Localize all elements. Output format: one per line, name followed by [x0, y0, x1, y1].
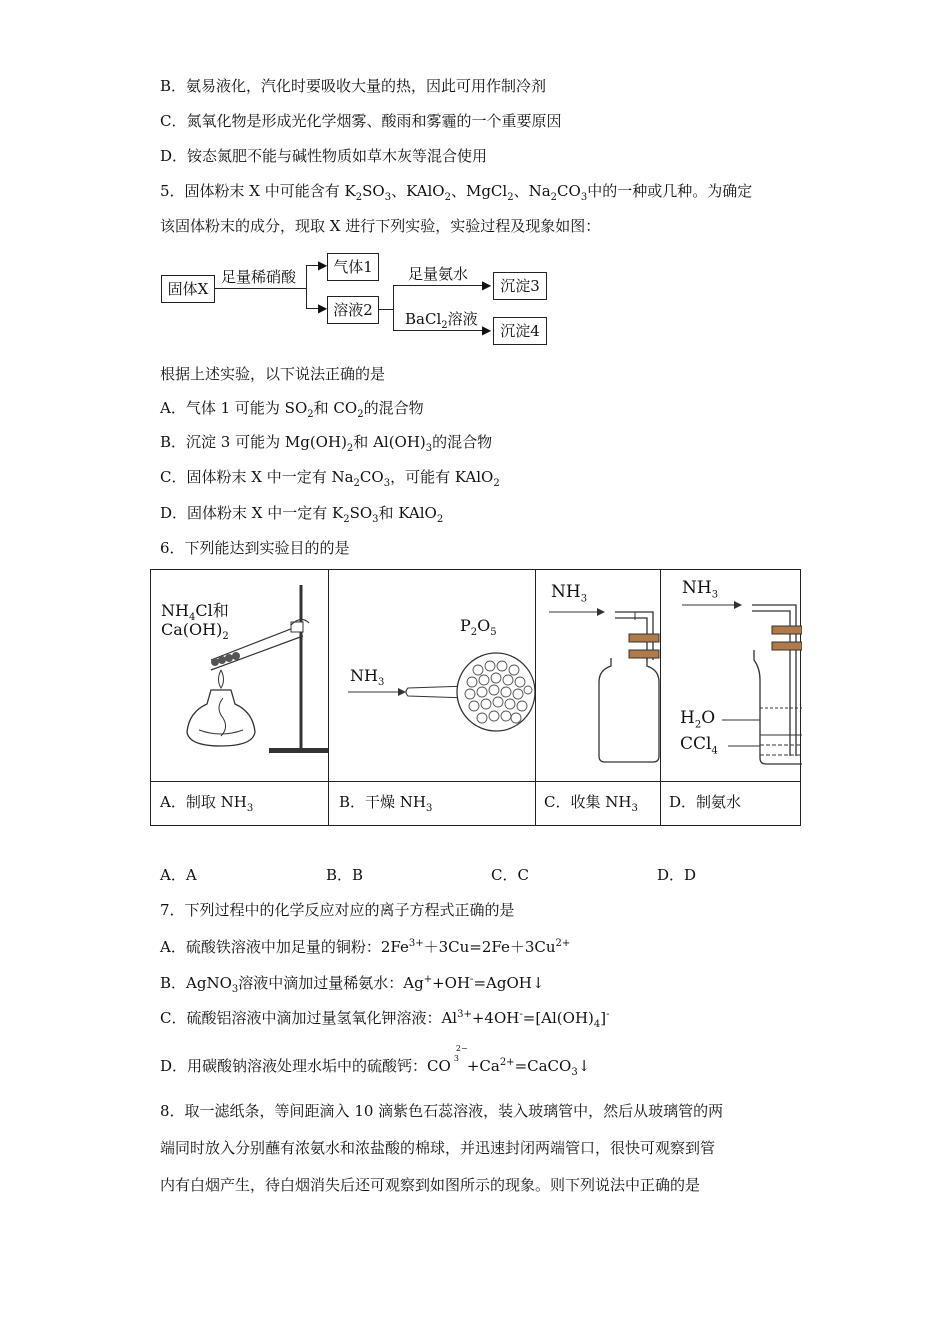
flow-box-ppt3: 沉淀3	[493, 272, 547, 300]
label-nh3-c: $NH_3$	[551, 582, 588, 605]
q5-option-a: A．气体 1 可能为 $SO_2$和 $CO_2$的混合物	[160, 399, 424, 420]
q7-stem: 7．下列过程中的化学反应对应的离子方程式正确的是	[160, 901, 515, 919]
panel-c-apparatus	[535, 570, 660, 781]
flow-box-gas1: 气体1	[327, 253, 379, 281]
arrow-head-icon: ▶	[318, 258, 328, 272]
option-c-prev: C．氮氧化物是形成光化学烟雾、酸雨和雾霾的一个重要原因	[160, 112, 562, 130]
q6-answer-b: B．B	[326, 866, 364, 884]
label-nh3-b: $NH_3$	[350, 666, 385, 689]
q6-stem: 6．下列能达到实验目的的是	[160, 539, 350, 557]
q5-option-c: C．固体粉末 X 中一定有 $Na_2CO_3$，可能有 KAlO$_2$	[160, 468, 500, 489]
caption-a: A．制取 $NH_3$	[160, 793, 254, 814]
flow-box-ppt4: 沉淀4	[493, 317, 547, 345]
flow-arrow-sol-out	[378, 309, 394, 310]
flow-arrow-ammonia	[393, 285, 485, 286]
label-p2o5: $P_2O_5$	[460, 616, 497, 639]
flow-reagent-nitric: 足量稀硝酸	[221, 268, 297, 286]
flow-arrow-main	[214, 288, 306, 289]
flow-reagent-bacl2: BaCl$_2$溶液	[405, 310, 478, 331]
arrow-head-icon: ▶	[482, 323, 492, 337]
q6-answer-a: A．A	[160, 866, 197, 884]
option-b-prev: B．氨易液化，汽化时要吸收大量的热，因此可用作制冷剂	[160, 77, 547, 95]
q8-line2: 端同时放入分别蘸有浓氨水和浓盐酸的棉球，并迅速封闭两端管口，很快可观察到管	[160, 1139, 716, 1157]
flow-box-solution2: 溶液2	[327, 296, 379, 324]
q6-answer-d: D．D	[657, 866, 697, 884]
option-d-prev: D．铵态氮肥不能与碱性物质如草木灰等混合使用	[160, 147, 488, 165]
q8-line3: 内有白烟产生，待白烟消失后还可观察到如图所示的现象。则下列说法中正确的是	[160, 1176, 701, 1194]
q7-option-d: D．用碳酸钠溶液处理水垢中的硫酸钙：CO 2− 3 $+Ca^{2+}=CaCO_3↓$	[160, 1044, 591, 1078]
caption-c: C．收集 $NH_3$	[544, 793, 638, 814]
flow-branch-1	[306, 265, 307, 309]
flow-reagent-ammonia: 足量氨水	[408, 265, 469, 283]
flow-branch-2	[393, 285, 394, 331]
caption-b: B．干燥 $NH_3$	[339, 793, 433, 814]
q5-stem-line2: 该固体粉末的成分，现取 X 进行下列实验，实验过程及现象如图：	[160, 217, 601, 235]
label-caoh2: $Ca(OH)_2$	[161, 620, 229, 643]
q5-option-d: D．固体粉末 X 中一定有 $K_2SO_3$和 KAlO$_2$	[160, 504, 444, 525]
heating-setup-icon	[151, 570, 328, 781]
arrow-head-icon: ▶	[318, 301, 328, 315]
panel-d-apparatus	[660, 570, 802, 781]
q7-option-b: B．AgNO$_3$溶液中滴加过量稀氨水：Ag++OH-=AgOH↓	[160, 974, 545, 995]
collection-bottle-icon	[535, 570, 660, 781]
q7-option-c: C．硫酸铝溶液中滴加过量氢氧化钾溶液：$Al^{3+}+4OH^-=[Al(OH)_4]^-$	[160, 1009, 610, 1030]
q6-answer-c: C．C	[491, 866, 529, 884]
label-h2o: $H_2O$	[680, 708, 716, 731]
q5-option-b: B．沉淀 3 可能为 $Mg(OH)_2$和 $Al(OH)_3$的混合物	[160, 433, 493, 454]
q7-option-a: A．硫酸铁溶液中加足量的铜粉：$2Fe^{3+}+3Cu=2Fe+3Cu^{2+}$	[160, 938, 571, 956]
flow-box-solid-x: 固体X	[161, 275, 215, 303]
drying-tube-icon	[328, 570, 535, 781]
label-nh4cl: $NH_4Cl$和	[161, 601, 229, 624]
q5-stem-line1: 5．固体粉末 X 中可能含有 $K_2SO_3$、KAlO$_2$、MgCl$_2$、$Na_2CO_3$中的一种或几种。为确定	[160, 182, 753, 203]
label-ccl4: CCl$_4$	[680, 734, 718, 757]
absorption-bottle-icon	[660, 570, 802, 781]
panel-b-apparatus	[328, 570, 535, 781]
q5-question: 根据上述实验，以下说法正确的是	[160, 365, 386, 383]
caption-d: D．制氨水	[669, 793, 742, 811]
q8-line1: 8．取一滤纸条，等间距滴入 10 滴紫色石蕊溶液，装入玻璃管中，然后从玻璃管的两	[160, 1102, 724, 1120]
q6-experiment-table	[150, 569, 801, 826]
arrow-head-icon: ▶	[482, 278, 492, 292]
panel-a-apparatus	[151, 570, 328, 781]
label-nh3-d: $NH_3$	[682, 578, 719, 601]
